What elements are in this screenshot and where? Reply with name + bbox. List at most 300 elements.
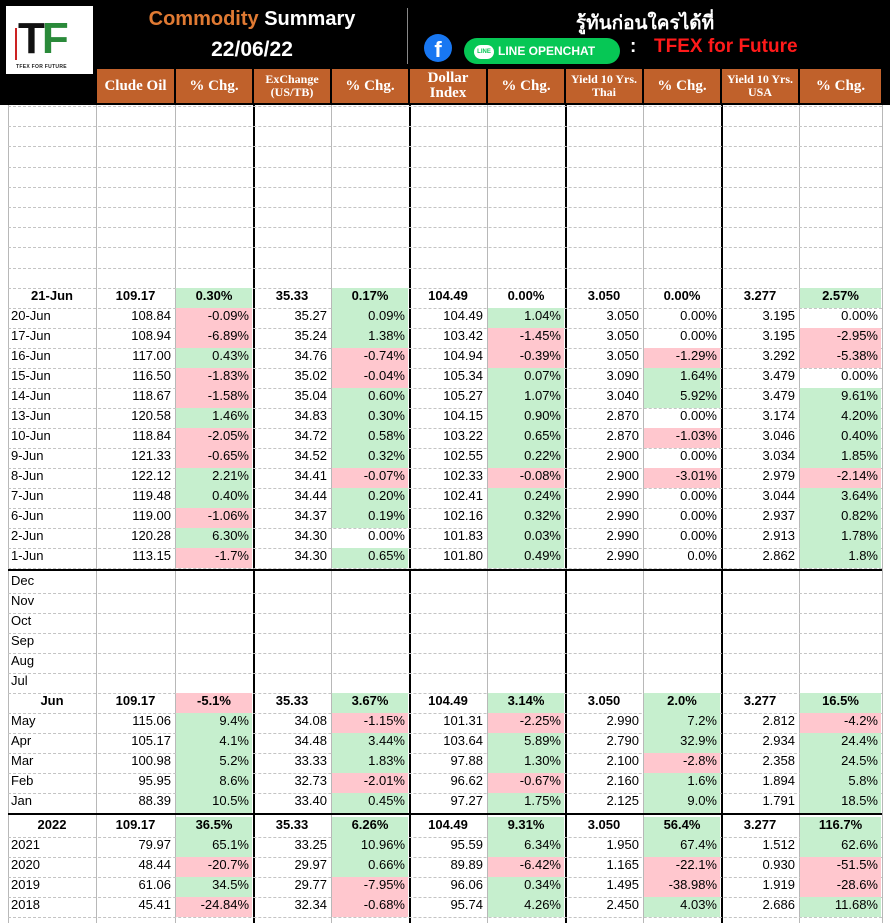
pct-change-cell: 0.17% [332,288,408,308]
pct-change-cell: 0.90% [488,408,564,428]
value-cell [410,653,486,673]
pct-change-cell: -0.08% [488,468,564,488]
pct-change-cell: -0.07% [332,468,408,488]
value-cell: 3.046 [762,428,795,443]
value-cell: 2.790 [606,733,639,748]
row-label: 13-Jun [11,408,51,423]
pct-change-cell: 8.6% [176,773,252,793]
value-cell [722,573,798,593]
pct-change-cell: -0.04% [332,368,408,388]
value-cell: 2.358 [762,753,795,768]
value-cell: 61.06 [138,877,171,892]
row-label: May [11,713,36,728]
value-cell [254,653,330,673]
pct-change-cell: 10.5% [176,793,252,813]
value-cell: 3.479 [762,368,795,383]
value-cell: 118.67 [132,388,171,403]
value-cell: 109.17 [115,288,156,303]
pct-change-cell [800,633,881,653]
column-header: Yield 10 Yrs. Thai [566,69,642,103]
pct-change-cell: 6.26% [332,817,408,837]
pct-change-cell: -0.68% [332,897,408,917]
value-cell: 2.900 [606,448,639,463]
row-label: Oct [11,613,32,628]
value-cell: 33.40 [294,793,327,808]
pct-change-cell: 5.92% [644,388,720,408]
value-cell [97,653,174,673]
pct-change-cell: -28.6% [800,877,881,897]
pct-change-cell: -2.01% [332,773,408,793]
pct-change-cell: -38.98% [644,877,720,897]
value-cell: 108.94 [131,328,171,343]
value-cell: 34.52 [294,448,327,463]
logo-letters: TF [18,14,66,63]
value-cell: 3.044 [762,488,795,503]
pct-change-cell: 5.89% [488,733,564,753]
grid-hline [8,247,882,248]
value-cell: 95.95 [138,773,171,788]
value-cell: 108.84 [131,308,171,323]
value-cell: 2.990 [606,548,639,563]
pct-change-cell [332,673,408,693]
value-cell: 96.62 [450,773,483,788]
value-cell: 33.33 [294,753,327,768]
value-cell: 3.479 [762,388,795,403]
value-cell: 1.165 [606,857,639,872]
row-label: Nov [11,593,35,608]
grid-hline [8,917,882,918]
value-cell: 3.195 [762,308,795,323]
column-header: % Chg. [176,69,252,103]
value-cell [566,653,642,673]
value-cell: 32.34 [294,897,327,912]
value-cell [410,573,486,593]
pct-change-cell [800,673,881,693]
pct-change-cell: -1.06% [176,508,252,528]
value-cell: 1.791 [762,793,795,808]
pct-change-cell: 2.21% [176,468,252,488]
row-label: 2019 [11,877,40,892]
value-cell: 2.913 [762,528,795,543]
value-cell: 2.870 [606,408,639,423]
pct-change-cell [488,573,564,593]
pct-change-cell: 0.66% [332,857,408,877]
value-cell: 79.97 [138,837,171,852]
column-header: % Chg. [488,69,564,103]
pct-change-cell: 0.65% [488,428,564,448]
pct-change-cell [488,633,564,653]
row-label: 6-Jun [11,508,44,523]
line-chat-icon: LINE [474,45,494,59]
pct-change-cell: 0.58% [332,428,408,448]
value-cell: 2.990 [606,528,639,543]
report-date: 22/06/22 [211,38,293,61]
value-cell: 95.59 [450,837,483,852]
pct-change-cell: 2.57% [800,288,881,308]
value-cell [722,673,798,693]
pct-change-cell: 1.04% [488,308,564,328]
value-cell [566,633,642,653]
pct-change-cell [332,593,408,613]
pct-change-cell: 9.31% [488,817,564,837]
pct-change-cell: 6.30% [176,528,252,548]
value-cell: 104.15 [443,408,483,423]
value-cell: 122.12 [131,468,171,483]
pct-change-cell: -1.58% [176,388,252,408]
value-cell: 3.277 [743,693,777,708]
value-cell [410,673,486,693]
pct-change-cell: -20.7% [176,857,252,877]
value-cell: 3.195 [762,328,795,343]
pct-change-cell: -6.89% [176,328,252,348]
value-cell [254,613,330,633]
grid-hline [8,146,882,147]
pct-change-cell [800,593,881,613]
pct-change-cell [332,573,408,593]
pct-change-cell: 1.38% [332,328,408,348]
value-cell: 120.28 [131,528,171,543]
row-label: Jan [11,793,32,808]
pct-change-cell: -1.03% [644,428,720,448]
value-cell: 3.050 [606,328,639,343]
pct-change-cell: 1.75% [488,793,564,813]
value-cell: 45.41 [138,897,171,912]
value-cell [410,633,486,653]
pct-change-cell: 62.6% [800,837,881,857]
row-label: Feb [11,773,34,788]
pct-change-cell: 0.00% [680,488,717,503]
pct-change-cell: -3.01% [644,468,720,488]
pct-change-cell: 1.85% [800,448,881,468]
pct-change-cell: -24.84% [176,897,252,917]
pct-change-cell: 0.65% [332,548,408,568]
value-cell: 88.39 [138,793,171,808]
value-cell: 3.040 [606,388,639,403]
value-cell: 3.277 [743,288,777,303]
pct-change-cell: 6.34% [488,837,564,857]
line-openchat-label: LINE OPENCHAT [498,44,596,58]
pct-change-cell: 0.00% [680,408,717,423]
pct-change-cell: -7.95% [332,877,408,897]
row-label: 1-Jun [11,548,44,563]
value-cell: 34.83 [294,408,327,423]
row-label: 8-Jun [11,468,44,483]
row-label: 15-Jun [11,368,51,383]
pct-change-cell: 0.45% [332,793,408,813]
column-header: % Chg. [644,69,720,103]
value-cell: 35.02 [294,368,327,383]
pct-change-cell: -5.38% [800,348,881,368]
value-cell: 121.33 [131,448,171,463]
value-cell: 2.990 [606,488,639,503]
pct-change-cell: 0.24% [488,488,564,508]
row-label: 7-Jun [11,488,44,503]
logo-subtitle: TFEX FOR FUTURE [16,64,67,70]
pct-change-cell: 9.0% [644,793,720,813]
value-cell: 120.58 [131,408,171,423]
pct-change-cell: 1.64% [644,368,720,388]
row-label: 2021 [11,837,40,852]
value-cell: 102.41 [443,488,483,503]
row-label: 2022 [37,817,67,832]
value-cell: 109.17 [115,817,156,832]
value-cell: 109.17 [115,693,156,708]
pct-change-cell: -0.65% [176,448,252,468]
pct-change-cell [644,593,720,613]
pct-change-cell: 0.00% [680,528,717,543]
pct-change-cell: -2.25% [488,713,564,733]
thai-slogan: รู้ทันก่อนใครได้ที่ [575,12,715,34]
pct-change-cell [332,653,408,673]
value-cell: 101.80 [443,548,483,563]
value-cell: 115.06 [132,713,171,728]
value-cell: 104.94 [443,348,483,363]
row-label: Jun [40,693,64,708]
value-cell: 3.050 [587,817,621,832]
pct-change-cell: 3.67% [332,693,408,713]
column-header: Dollar Index [410,69,486,103]
pct-change-cell: -1.29% [644,348,720,368]
pct-change-cell: 3.14% [488,693,564,713]
pct-change-cell: 3.64% [800,488,881,508]
pct-change-cell: 0.00% [841,308,878,323]
value-cell [722,613,798,633]
pct-change-cell [644,613,720,633]
pct-change-cell: 0.43% [176,348,252,368]
pct-change-cell: -2.14% [800,468,881,488]
pct-change-cell: 0.19% [332,508,408,528]
value-cell [722,593,798,613]
pct-change-cell: 2.0% [644,693,720,713]
pct-change-cell: 0.0% [687,548,717,563]
pct-change-cell: 0.00% [841,368,878,383]
row-label: 21-Jun [31,288,73,303]
value-cell [97,673,174,693]
row-label: 14-Jun [11,388,51,403]
pct-change-cell: 7.2% [644,713,720,733]
value-cell: 34.08 [294,713,327,728]
column-header: Yield 10 Yrs. USA [722,69,798,103]
pct-change-cell: 24.5% [800,753,881,773]
line-openchat-button[interactable] [464,38,620,64]
value-cell: 105.34 [443,368,483,383]
pct-change-cell: -4.2% [800,713,881,733]
grid-hline [8,268,882,269]
value-cell: 3.050 [606,348,639,363]
pct-change-cell: 1.30% [488,753,564,773]
value-cell: 34.76 [294,348,327,363]
value-cell [254,633,330,653]
pct-change-cell: -0.09% [176,308,252,328]
value-cell: 102.55 [443,448,483,463]
pct-change-cell: 36.5% [176,817,252,837]
value-cell: 89.89 [450,857,483,872]
value-cell [722,633,798,653]
grid-hline [8,227,882,228]
value-cell: 34.37 [294,508,327,523]
pct-change-cell [644,673,720,693]
pct-change-cell: 0.00% [680,328,717,343]
grid-hline [8,207,882,208]
pct-change-cell [488,593,564,613]
value-cell: 104.49 [428,817,468,832]
facebook-icon[interactable] [424,34,452,62]
column-header: ExChange (US/TB) [254,69,330,103]
grid-hline [8,106,882,107]
value-cell: 2.125 [606,793,639,808]
pct-change-cell [800,613,881,633]
pct-change-cell [176,613,252,633]
pct-change-cell [176,653,252,673]
value-cell: 3.034 [762,448,795,463]
value-cell: 2.686 [762,897,795,912]
pct-change-cell: 0.30% [176,288,252,308]
pct-change-cell: 1.07% [488,388,564,408]
pct-change-cell: -0.39% [488,348,564,368]
value-cell: 2.937 [762,508,795,523]
pct-change-cell: 4.1% [176,733,252,753]
value-cell: 3.292 [762,348,795,363]
row-label: 2-Jun [11,528,44,543]
page-title [98,8,406,31]
column-header: % Chg. [800,69,881,103]
row-label: 16-Jun [11,348,51,363]
value-cell: 95.74 [450,897,483,912]
value-cell: 102.16 [443,508,483,523]
pct-change-cell: 0.00% [507,288,545,303]
pct-change-cell: -2.05% [176,428,252,448]
value-cell: 117.00 [132,348,171,363]
pct-change-cell: 0.30% [332,408,408,428]
value-cell: 96.06 [450,877,483,892]
value-cell: 119.00 [132,508,171,523]
pct-change-cell: 4.03% [644,897,720,917]
pct-change-cell [644,653,720,673]
tf-logo [6,6,93,74]
value-cell: 100.98 [131,753,171,768]
value-cell: 1.950 [606,837,639,852]
pct-change-cell: -2.8% [644,753,720,773]
value-cell: 119.48 [132,488,171,503]
value-cell [97,613,174,633]
row-label: Mar [11,753,34,768]
value-cell: 3.050 [606,308,639,323]
pct-change-cell [176,593,252,613]
pct-change-cell: -51.5% [800,857,881,877]
value-cell: 101.83 [443,528,483,543]
pct-change-cell: 0.32% [332,448,408,468]
pct-change-cell: 0.32% [488,508,564,528]
pct-change-cell: 1.8% [800,548,881,568]
value-cell: 2.812 [762,713,795,728]
value-cell: 105.27 [443,388,483,403]
pct-change-cell: 65.1% [176,837,252,857]
pct-change-cell: 5.8% [800,773,881,793]
pct-change-cell: 1.46% [176,408,252,428]
value-cell: 34.44 [294,488,327,503]
grid-hline [8,167,882,168]
value-cell: 2.450 [606,897,639,912]
value-cell: 3.090 [606,368,639,383]
value-cell: 101.31 [443,713,483,728]
pct-change-cell: 34.5% [176,877,252,897]
row-label: 2020 [11,857,40,872]
grid-hline [8,126,882,127]
value-cell: 32.73 [294,773,327,788]
value-cell: 3.050 [587,693,621,708]
pct-change-cell: 0.49% [488,548,564,568]
pct-change-cell: 0.40% [800,428,881,448]
pct-change-cell: 4.20% [800,408,881,428]
row-label: Sep [11,633,35,648]
pct-change-cell: -5.1% [176,693,252,713]
pct-change-cell: -0.67% [488,773,564,793]
logo-accent-line [15,28,17,60]
pct-change-cell: -1.83% [176,368,252,388]
value-cell: 116.50 [132,368,171,383]
pct-change-cell: 0.00% [680,508,717,523]
value-cell: 29.77 [294,877,327,892]
value-cell: 35.24 [294,328,327,343]
row-label: Jul [11,673,28,688]
pct-change-cell: 0.07% [488,368,564,388]
pct-change-cell: 0.09% [332,308,408,328]
value-cell: 2.160 [606,773,639,788]
pct-change-cell: 10.96% [332,837,408,857]
pct-change-cell: 32.9% [644,733,720,753]
pct-change-cell: 11.68% [800,897,881,917]
value-cell: 118.84 [132,428,171,443]
value-cell: 3.277 [743,817,777,832]
pct-change-cell: 0.00% [368,528,405,543]
value-cell: 1.919 [762,877,795,892]
value-cell: 104.49 [428,288,468,303]
pct-change-cell: 0.00% [663,288,701,303]
pct-change-cell: 0.60% [332,388,408,408]
pct-change-cell: 0.40% [176,488,252,508]
pct-change-cell: 0.20% [332,488,408,508]
value-cell [566,593,642,613]
value-cell: 35.33 [275,817,309,832]
pct-change-cell: 0.82% [800,508,881,528]
pct-change-cell: 3.44% [332,733,408,753]
section-divider [8,569,882,571]
pct-change-cell: -0.74% [332,348,408,368]
pct-change-cell: 5.2% [176,753,252,773]
pct-change-cell: -22.1% [644,857,720,877]
value-cell: 97.27 [450,793,483,808]
value-cell: 34.41 [294,468,327,483]
facebook-glyph: f [434,37,442,62]
pct-change-cell: 1.6% [644,773,720,793]
row-label: Apr [11,733,32,748]
value-cell: 1.894 [762,773,795,788]
value-cell: 48.44 [138,857,171,872]
header-divider [407,8,408,64]
value-cell: 34.30 [294,528,327,543]
value-cell: 104.49 [428,693,468,708]
value-cell: 104.49 [443,308,483,323]
value-cell: 35.27 [294,308,327,323]
pct-change-cell: 4.26% [488,897,564,917]
pct-change-cell [488,653,564,673]
row-label: Aug [11,653,35,668]
pct-change-cell: -1.45% [488,328,564,348]
pct-change-cell: 1.78% [800,528,881,548]
row-label: 9-Jun [11,448,44,463]
value-cell: 103.64 [443,733,483,748]
value-cell: 2.900 [606,468,639,483]
